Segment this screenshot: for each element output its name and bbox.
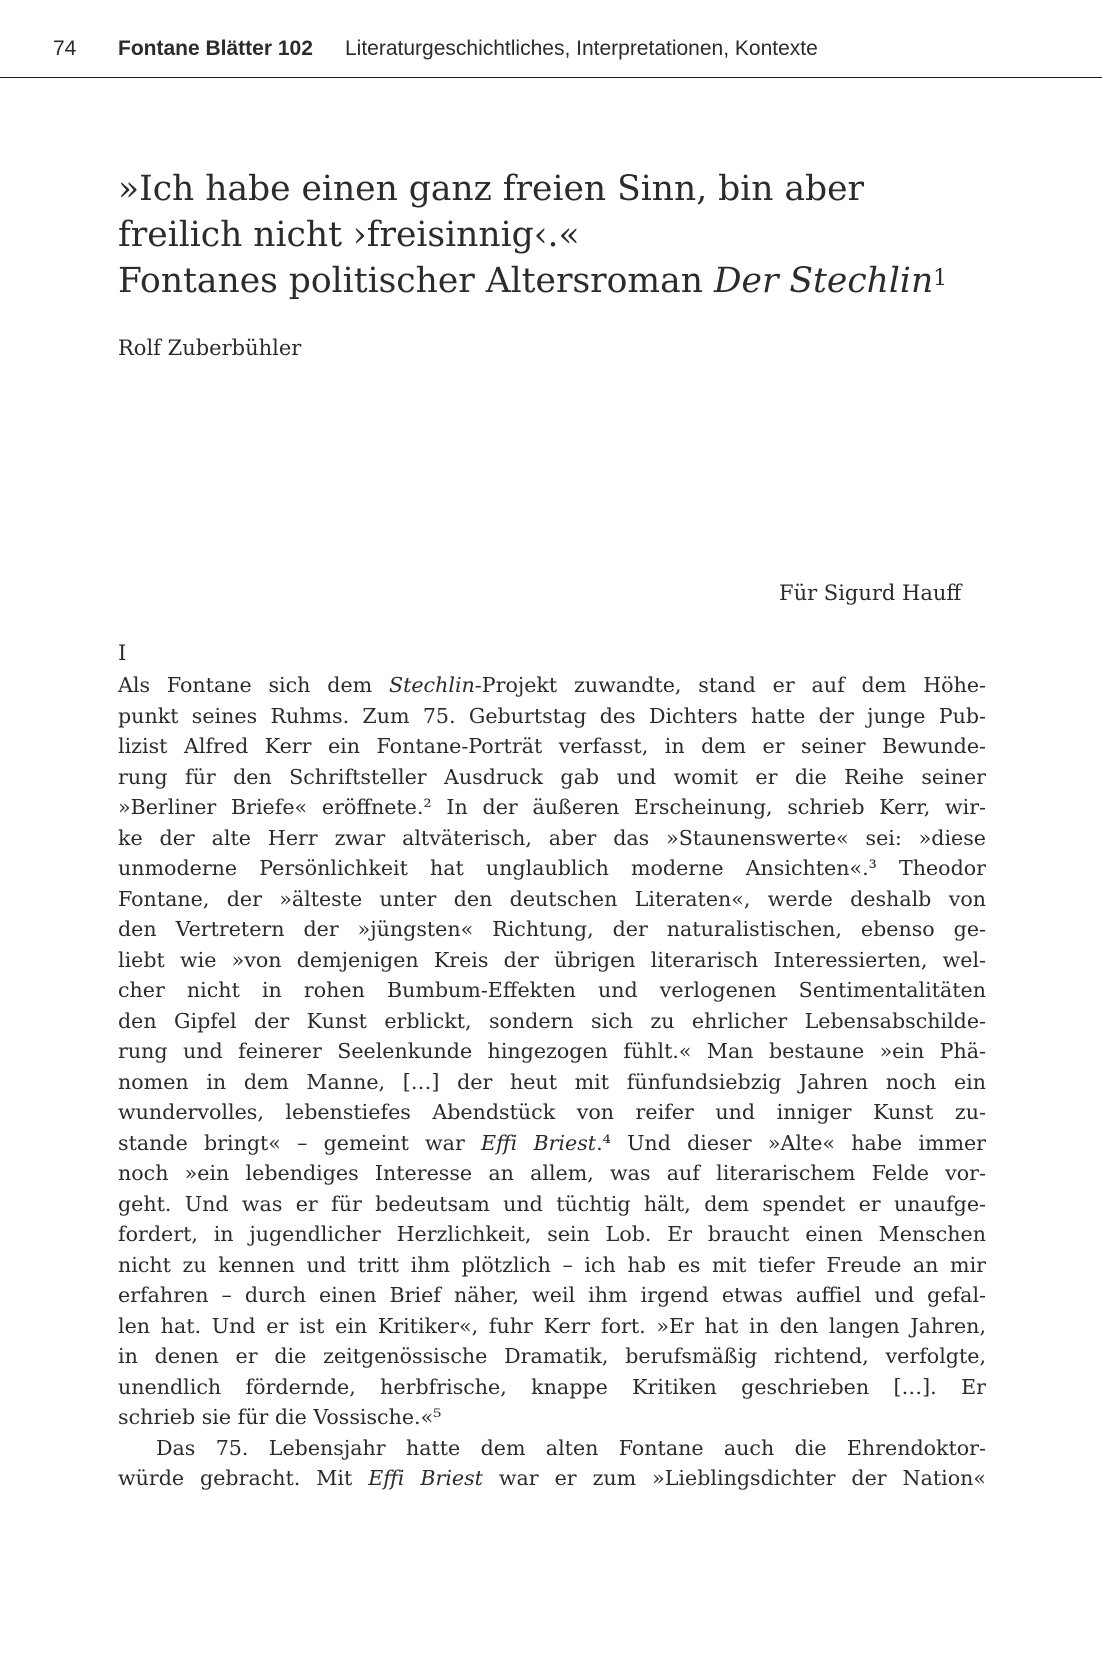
section-title: Literaturgeschichtliches, Interpretationen, Kontexte: [345, 37, 818, 60]
running-head: [0, 0, 1102, 78]
paragraph-2: [118, 1433, 986, 1494]
title-work-name: Der Stechlin: [713, 261, 934, 301]
section-number: I: [118, 641, 127, 665]
text-line: schrieb sie für die Vossische.«⁵: [118, 1405, 442, 1429]
text-line: nomen in dem Manne, […] der heut mit fünfundsiebzig Jahren noch ein: [118, 1069, 986, 1094]
text-line: fordert, in jugendlicher Herzlichkeit, sein Lob. Er braucht einen Menschen: [118, 1222, 986, 1246]
title-footnote-marker: 1: [933, 266, 948, 291]
text-line: in denen er die zeitgenössische Dramatik, berufsmäßig richtend, verfolgte,: [118, 1344, 986, 1368]
text-line: stande bringt« – gemeint war Effi Briest.⁴ Und dieser »Alte« habe immer: [118, 1130, 986, 1155]
journal-title: Fontane Blätter 102: [118, 37, 313, 60]
text-line: erfahren – durch einen Brief näher, weil ihm irgend etwas auffiel und gefal-: [118, 1283, 986, 1307]
text-line: unendlich fördernde, herbfrische, knappe Kritiken geschrieben […]. Er: [118, 1374, 986, 1399]
text-line: »Berliner Briefe« eröffnete.² In der äußeren Erscheinung, schrieb Kerr, wir-: [118, 795, 986, 819]
title-line-3: [118, 258, 1018, 304]
text-line: Das 75. Lebensjahr hatte dem alten Fontane auch die Ehrendoktor-: [156, 1435, 986, 1460]
dedication: Für Sigurd Hauff: [779, 581, 962, 605]
text-line: rung für den Schriftsteller Ausdruck gab und womit er die Reihe seiner: [118, 764, 986, 789]
title-line-2: freilich nicht ›freisinnig‹.«: [118, 215, 580, 255]
text-line: len hat. Und er ist ein Kritiker«, fuhr Kerr fort. »Er hat in den langen Jahren,: [118, 1313, 986, 1338]
paragraph-1: [118, 670, 986, 1433]
text-line: würde gebracht. Mit Effi Briest war er zum »Lieblingsdichter der Nation«: [118, 1466, 986, 1490]
text-line: cher nicht in rohen Bumbum-Effekten und verlogenen Sentimentalitäten: [118, 978, 986, 1002]
text-line: geht. Und was er für bedeutsam und tüchtig hält, dem spendet er unaufge-: [118, 1191, 986, 1216]
text-line: noch »ein lebendiges Interesse an allem, was auf literarischem Felde vor-: [118, 1161, 986, 1185]
text-line: unmoderne Persönlichkeit hat unglaublich moderne Ansichten«.³ Theodor: [118, 856, 986, 880]
text-line: wundervolles, lebenstiefes Abendstück von reifer und inniger Kunst zu-: [118, 1100, 986, 1124]
title-line-1: »Ich habe einen ganz freien Sinn, bin aber: [118, 169, 865, 209]
body-text: [118, 670, 986, 1494]
author-name: Rolf Zuberbühler: [118, 336, 302, 360]
text-line: rung und feinerer Seelenkunde hingezogen fühlt.« Man bestaune »ein Phä-: [118, 1039, 986, 1063]
article-title: [118, 166, 1018, 304]
title-line-3-text: Fontanes politischer Altersroman: [118, 261, 714, 301]
page-number: 74: [53, 37, 77, 60]
text-line: Fontane, der »älteste unter den deutschen Literaten«, werde deshalb von: [118, 886, 986, 911]
text-line: Als Fontane sich dem Stechlin-Projekt zuwandte, stand er auf dem Höhe-: [118, 673, 986, 697]
text-line: liebt wie »von demjenigen Kreis der übrigen literarisch Interessierten, wel-: [118, 947, 986, 972]
text-line: ke der alte Herr zwar altväterisch, aber das »Staunenswerte« sei: »diese: [118, 825, 986, 850]
text-line: den Gipfel der Kunst erblickt, sondern sich zu ehrlicher Lebensabschilde-: [118, 1008, 986, 1033]
text-line: den Vertretern der »jüngsten« Richtung, der naturalistischen, ebenso ge-: [118, 917, 986, 941]
text-line: lizist Alfred Kerr ein Fontane-Porträt verfasst, in dem er seiner Bewunde-: [118, 734, 986, 758]
text-line: punkt seines Ruhms. Zum 75. Geburtstag des Dichters hatte der junge Pub-: [118, 703, 986, 728]
text-line: nicht zu kennen und tritt ihm plötzlich – ich hab es mit tiefer Freude an mir: [118, 1252, 986, 1277]
